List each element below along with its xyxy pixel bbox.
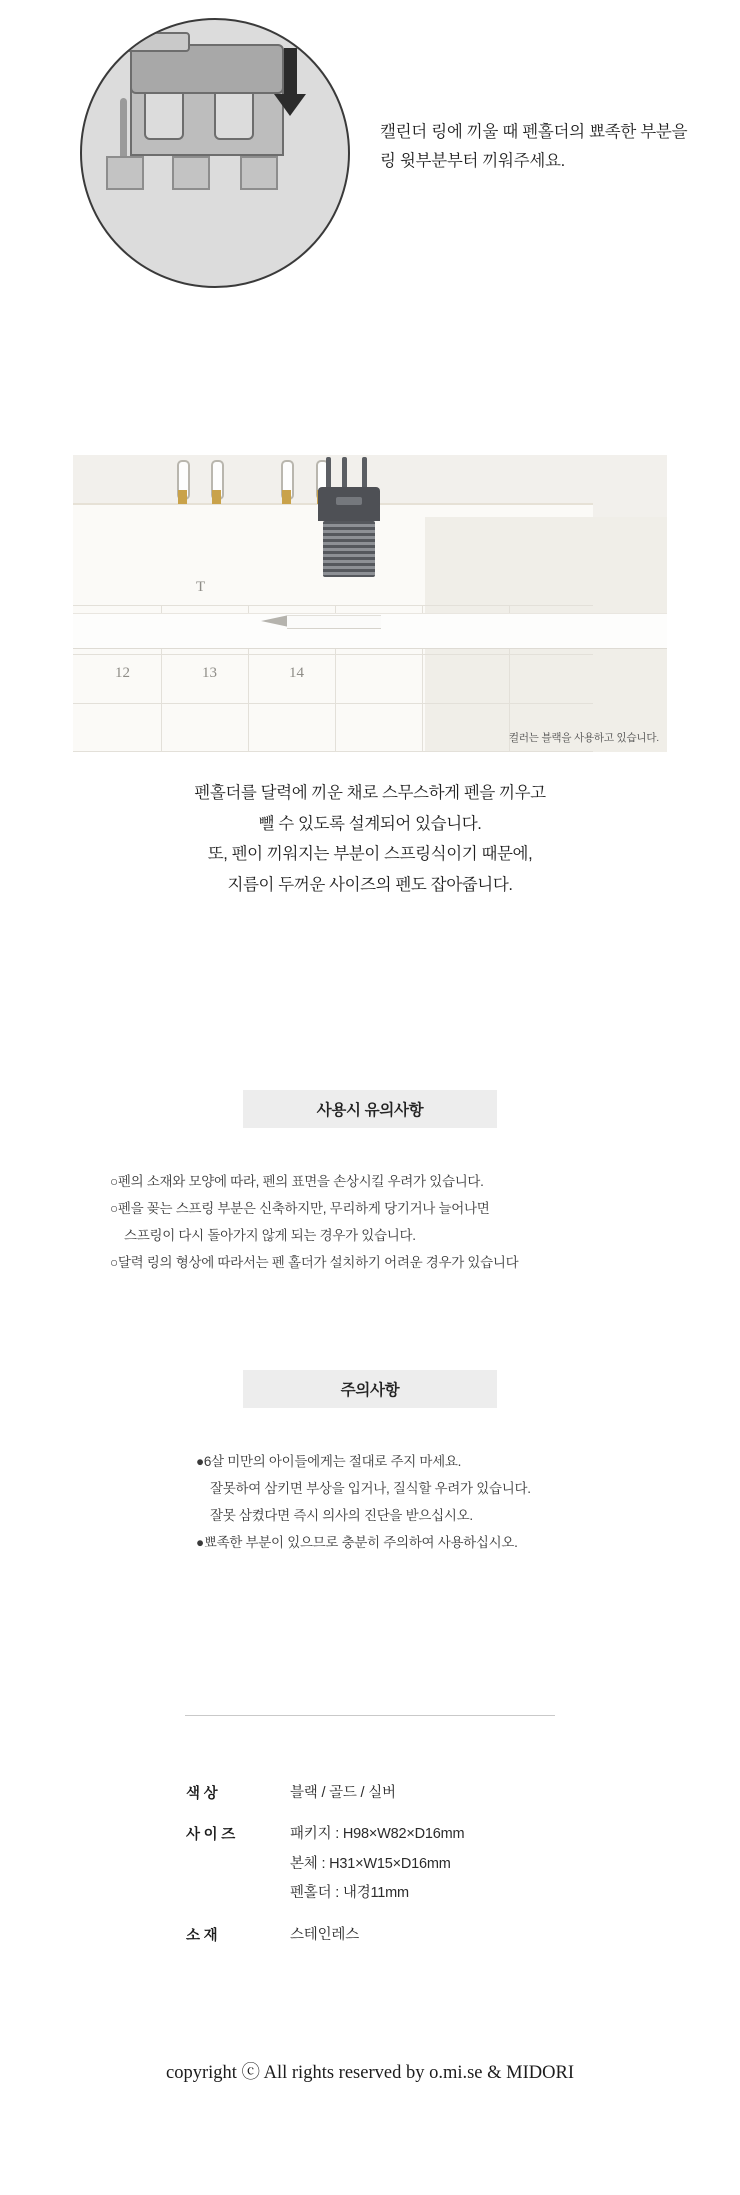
intro-caption: 캘린더 링에 끼울 때 펜홀더의 뾰족한 부분을 링 윗부분부터 끼워주세요. (380, 123, 688, 170)
holder-top-slot (120, 32, 190, 52)
spec-value-material (290, 1924, 359, 1953)
spec-label-size: 사 이 즈 (186, 1827, 236, 1844)
description-line-4: 지름이 두꺼운 사이즈의 펜도 잡아줍니다. (227, 875, 513, 894)
caution-heading: 주의사항 (243, 1370, 497, 1408)
notice-item-4: ○달력 링의 형상에 따라서는 펜 홀더가 설치하기 어려운 경우가 있습니다 (110, 1255, 519, 1270)
caution-item-1: ●6살 미만의 아이들에게는 절대로 주지 마세요. (196, 1454, 462, 1469)
spec-value-size (290, 1823, 464, 1911)
ring-pad-2 (172, 156, 210, 190)
spec-value-color (290, 1782, 396, 1811)
product-description (0, 778, 740, 900)
description-line-1: 펜홀더를 달력에 끼운 채로 스무스하게 펜을 끼우고 (194, 784, 546, 802)
photo-pen (261, 615, 381, 627)
spec-value-color-text: 블랙 / 골드 / 실버 (290, 1785, 396, 1801)
photo-pen-holder (318, 455, 380, 580)
photo-date-12: 12 (115, 665, 130, 681)
intro-section (0, 0, 740, 300)
ring-pad-1 (106, 156, 144, 190)
pen-holder-insert-diagram (80, 18, 350, 288)
description-line-3: 또, 펜이 끼워지는 부분이 스프링식이기 때문에, (207, 845, 533, 864)
spec-value-material-text: 스테인레스 (290, 1926, 360, 1943)
spec-row-color (186, 1782, 464, 1811)
notice-item-1: ○펜의 소재와 모양에 따라, 펜의 표면을 손상시킬 우려가 있습니다. (110, 1174, 484, 1189)
description-line-2: 뺄 수 있도록 설계되어 있습니다. (258, 814, 482, 833)
spec-table (186, 1782, 464, 1965)
spec-divider (185, 1715, 555, 1716)
photo-ring-clip-2 (211, 460, 224, 500)
spec-value-size-body: 본체 : H31×W15×D16mm (290, 1855, 451, 1872)
notice-item-2: ○펜을 꽂는 스프링 부분은 신축하지만, 무리하게 당기거나 늘어나면 (110, 1201, 490, 1216)
product-photo (73, 455, 667, 752)
spec-row-size (186, 1823, 464, 1911)
notice-list (110, 1168, 630, 1276)
caution-item-4: ●뾰족한 부분이 있으므로 충분히 주의하여 사용하십시오. (196, 1535, 518, 1550)
caution-list (196, 1448, 616, 1556)
photo-date-14: 14 (289, 665, 304, 681)
spec-row-material (186, 1924, 464, 1953)
spec-value-size-package: 패키지 : H98×W82×D16mm (290, 1826, 465, 1843)
ring-pad-3 (240, 156, 278, 190)
photo-ring-clip-1 (177, 460, 190, 500)
photo-color-note: 컬러는 블랙을 사용하고 있습니다. (508, 732, 659, 744)
photo-day-letter: T (196, 579, 206, 595)
spec-value-size-holder: 펜홀더 : 내경11mm (290, 1885, 409, 1902)
caution-item-3: 잘못 삼켰다면 즉시 의사의 진단을 받으십시오. (210, 1508, 473, 1523)
photo-ring-clip-3 (281, 460, 294, 500)
spec-label-color: 색 상 (186, 1786, 218, 1802)
notice-item-3: 스프링이 다시 돌아가지 않게 되는 경우가 있습니다. (124, 1228, 416, 1243)
notice-heading: 사용시 유의사항 (243, 1090, 497, 1128)
photo-date-13: 13 (202, 665, 217, 681)
copyright-text: copyright ⓒ All rights reserved by o.mi.se & MIDORI (166, 2063, 574, 2083)
spec-label-material: 소 재 (186, 1927, 218, 1944)
caution-item-2: 잘못하여 삼키면 부상을 입거나, 질식할 우려가 있습니다. (210, 1481, 531, 1496)
